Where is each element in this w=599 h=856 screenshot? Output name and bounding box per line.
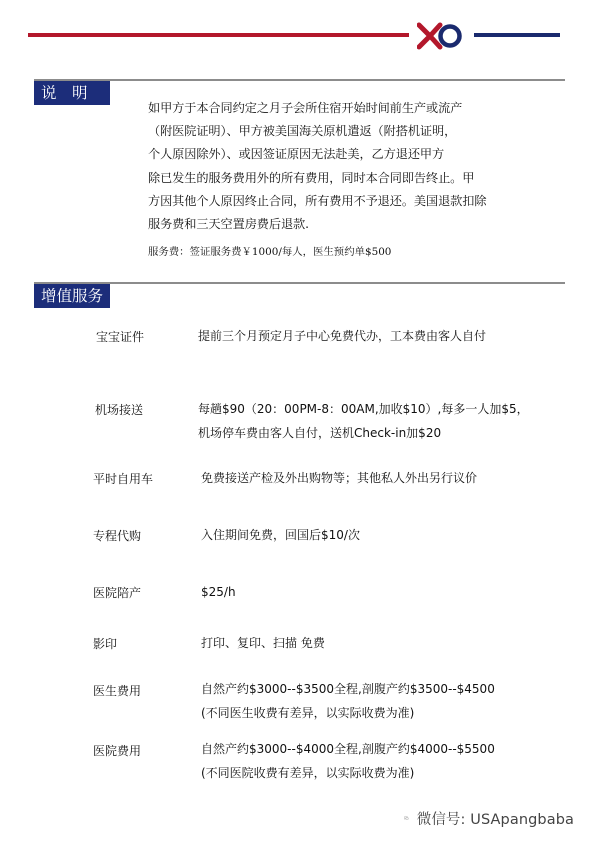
xo-logo-icon xyxy=(417,21,465,51)
wechat-icon xyxy=(404,808,409,828)
section-rule xyxy=(34,282,565,284)
service-description xyxy=(201,677,495,725)
notice-line: 如甲方于本合同约定之月子会所住宿开始时间前生产或流产 xyxy=(148,101,463,115)
service-label: 平时自用车 xyxy=(93,472,154,486)
service-fee-note: 服务费：签证服务费￥1000/每人，医生预约单$500 xyxy=(148,246,392,258)
service-label: 影印 xyxy=(93,637,118,651)
notice-paragraph xyxy=(148,97,486,236)
service-label: 宝宝证件 xyxy=(96,330,145,344)
service-line: (不同医生收费有差异，以实际收费为准) xyxy=(201,706,415,720)
notice-section-title: 说 明 xyxy=(34,81,110,105)
notice-line: 个人原因除外）、或因签证原因无法赴美，乙方退还甲方 xyxy=(148,147,445,162)
notice-line: 服务费和三天空置房费后退款. xyxy=(148,217,309,232)
service-description xyxy=(198,397,529,445)
service-line: (不同医院收费有差异，以实际收费为准) xyxy=(201,766,415,780)
service-line: 自然产约$3000--$4000全程,剖腹产约$4000--$5500 xyxy=(201,742,495,756)
service-label: 专程代购 xyxy=(93,529,142,543)
service-line: 机场停车费由客人自付，送机Check-in加$20 xyxy=(198,426,442,440)
notice-line: （附医院证明）、甲方被美国海关原机遣返（附搭机证明， xyxy=(148,124,457,139)
service-line: 提前三个月预定月子中心免费代办，工本费由客人自付 xyxy=(198,329,487,343)
service-description xyxy=(201,466,477,490)
service-label: 医院费用 xyxy=(93,744,142,758)
header-red-line xyxy=(28,33,409,37)
service-description xyxy=(201,631,325,655)
service-line: 自然产约$3000--$3500全程,剖腹产约$3500--$4500 xyxy=(201,682,495,696)
wechat-watermark xyxy=(404,806,574,830)
notice-line: 除已发生的服务费用外的所有费用，同时本合同即告终止。甲 xyxy=(148,170,475,185)
service-description xyxy=(201,523,360,547)
service-line: 入住期间免费，回国后$10/次 xyxy=(201,528,360,542)
service-description xyxy=(198,324,486,348)
service-line: $25/h xyxy=(201,585,236,599)
service-description xyxy=(201,580,236,604)
service-label: 机场接送 xyxy=(95,403,144,417)
header-blue-line xyxy=(474,33,560,37)
section-rule xyxy=(34,79,565,81)
service-line: 每趟$90（20：00PM-8：00AM,加收$10）,每多一人加$5， xyxy=(198,402,529,416)
service-line: 打印、复印、扫描 免费 xyxy=(201,636,325,650)
notice-line: 方因其他个人原因终止合同，所有费用不予退还。美国退款扣除 xyxy=(148,193,487,208)
wechat-id-text: 微信号: USApangbaba xyxy=(416,811,574,828)
services-section-title: 增值服务 xyxy=(34,284,110,308)
service-label: 医院陪产 xyxy=(93,586,142,600)
service-label: 医生费用 xyxy=(93,684,142,698)
service-description xyxy=(201,737,495,785)
service-line: 免费接送产检及外出购物等；其他私人外出另行议价 xyxy=(201,471,478,485)
